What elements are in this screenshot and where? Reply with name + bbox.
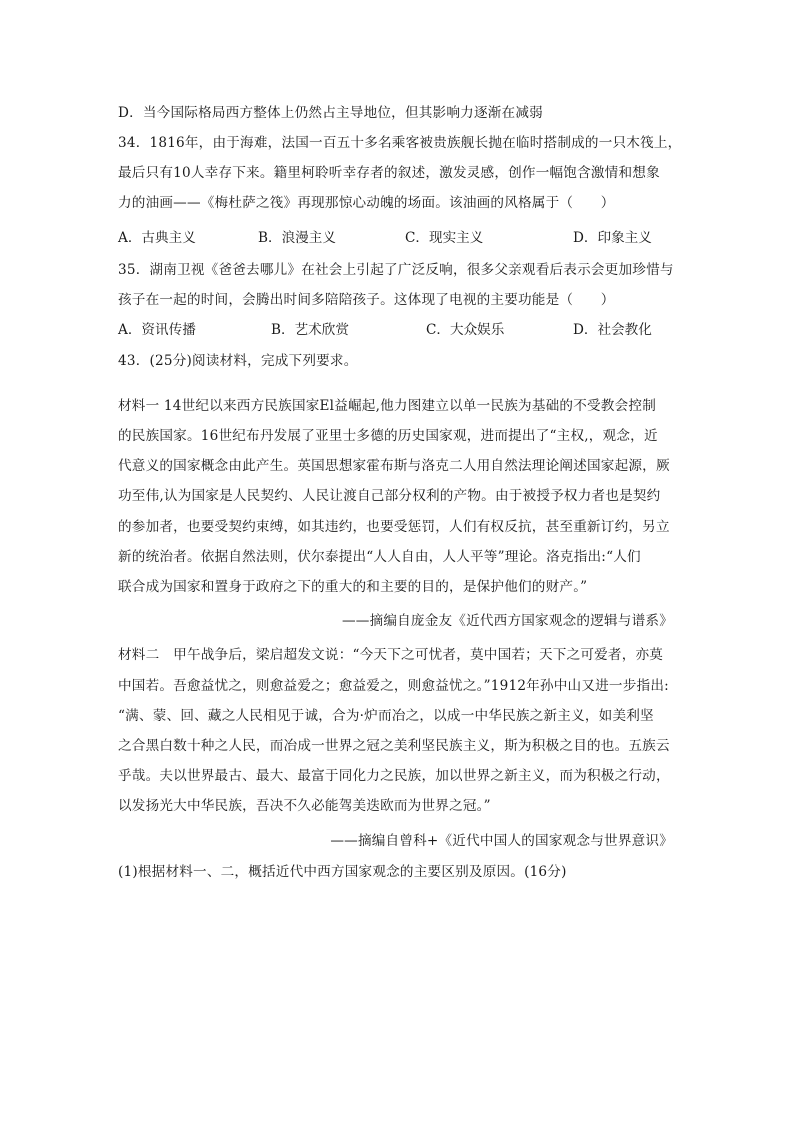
q34-option-b: B．浪漫主义 (258, 230, 336, 246)
q35-option-a: A．资讯传播 (118, 322, 196, 338)
material2-source: ——摘编自曾科+《近代中国人的国家观念与世界意识》 (330, 833, 673, 849)
q34-stem-line-1: 34．1816年，由于海难，法国一百五十多名乘客被贵族舰长抛在临时搭制成的一只木筏上， (118, 135, 682, 151)
material2-line-1: 材料二 甲午战争后，梁启超发文说：“今天下之可忧者，莫中国若；天下之可爱者，亦莫 (118, 647, 664, 663)
material1-line-2: 的民族国家。16世纪布丹发展了亚里士多德的历史国家观，进而提出了“主权,，观念，近 (118, 428, 658, 444)
prev-option-d: D．当今国际格局西方整体上仍然占主导地位，但其影响力逐渐在减弱 (118, 105, 543, 121)
q43-subquestion-1: (1)根据材料一、二，概括近代中西方国家观念的主要区别及原因。(16分) (118, 864, 567, 880)
q35-option-b: B．艺术欣赏 (271, 322, 349, 338)
q35-option-c: C．大众娱乐 (426, 322, 505, 338)
q34-option-a: A．古典主义 (118, 230, 196, 246)
material1-line-1: 材料一 14世纪以来西方民族国家El益崛起,他力图建立以单一民族为基础的不受教会控制 (118, 398, 656, 414)
material1-line-7: 联合成为国家和置身于政府之下的重大的和主要的目的，是保护他们的财产。” (118, 579, 588, 595)
material2-line-2: 中国若。吾愈益忧之，则愈益爱之；愈益爱之，则愈益忧之。”1912年孙中山又进一步指出: (118, 678, 669, 694)
material2-line-5: 乎哉。夫以世界最古、最大、最富于同化力之民族，加以世界之新主义，而为积极之行动， (118, 768, 670, 784)
material1-line-6: 新的统治者。依据自然法则，伏尔泰提出“人人自由，人人平等”理论。洛克指出:“人们 (118, 549, 641, 565)
material1-source: ——摘编自庞金友《近代西方国家观念的逻辑与谱系》 (341, 613, 673, 629)
q34-stem-line-2: 最后只有10人幸存下来。籍里柯聆听幸存者的叙述，激发灵感，创作一幅饱含激情和想象 (118, 165, 660, 181)
material1-line-5: 的参加者，也要受契约束缚，如其违约，也要受惩罚，人们有权反抗，甚至重新订约，另立 (118, 519, 670, 535)
q43-header: 43．(25分)阅读材料，完成下列要求。 (118, 353, 358, 369)
material2-line-6: 以发扬光大中华民族，吾决不久必能驾美迭欧而为世界之冠。” (118, 798, 491, 814)
q35-option-d: D．社会教化 (573, 322, 652, 338)
material2-line-4: 之合黑白数十种之人民，而冶成一世界之冠之美利坚民族主义，斯为积极之目的也。五族云 (118, 738, 670, 754)
q35-stem-line-2: 孩子在一起的时间，会腾出时间多陪陪孩子。这体现了电视的主要功能是（ ） (118, 292, 615, 308)
material1-line-4: 功至伟,认为国家是人民契约、人民让渡自己部分权利的产物。由于被授予权力者也是契约 (118, 488, 661, 504)
material2-line-3: “满、蒙、回、藏之人民相见于诚，合为·炉而冶之，以成一中华民族之新主义，如美利坚 (118, 708, 654, 724)
q34-stem-line-3: 力的油画——《梅杜萨之筏》再现那惊心动魄的场面。该油画的风格属于（ ） (118, 195, 615, 211)
material1-line-3: 代意义的国家概念由此产生。英国思想家霍布斯与洛克二人用自然法理论阐述国家起源，厥 (118, 458, 670, 474)
q34-option-d: D．印象主义 (573, 230, 652, 246)
q35-stem-line-1: 35．湖南卫视《爸爸去哪儿》在社会上引起了广泛反响，很多父亲观看后表示会更加珍惜与 (118, 262, 674, 278)
q34-option-c: C．现实主义 (405, 230, 484, 246)
